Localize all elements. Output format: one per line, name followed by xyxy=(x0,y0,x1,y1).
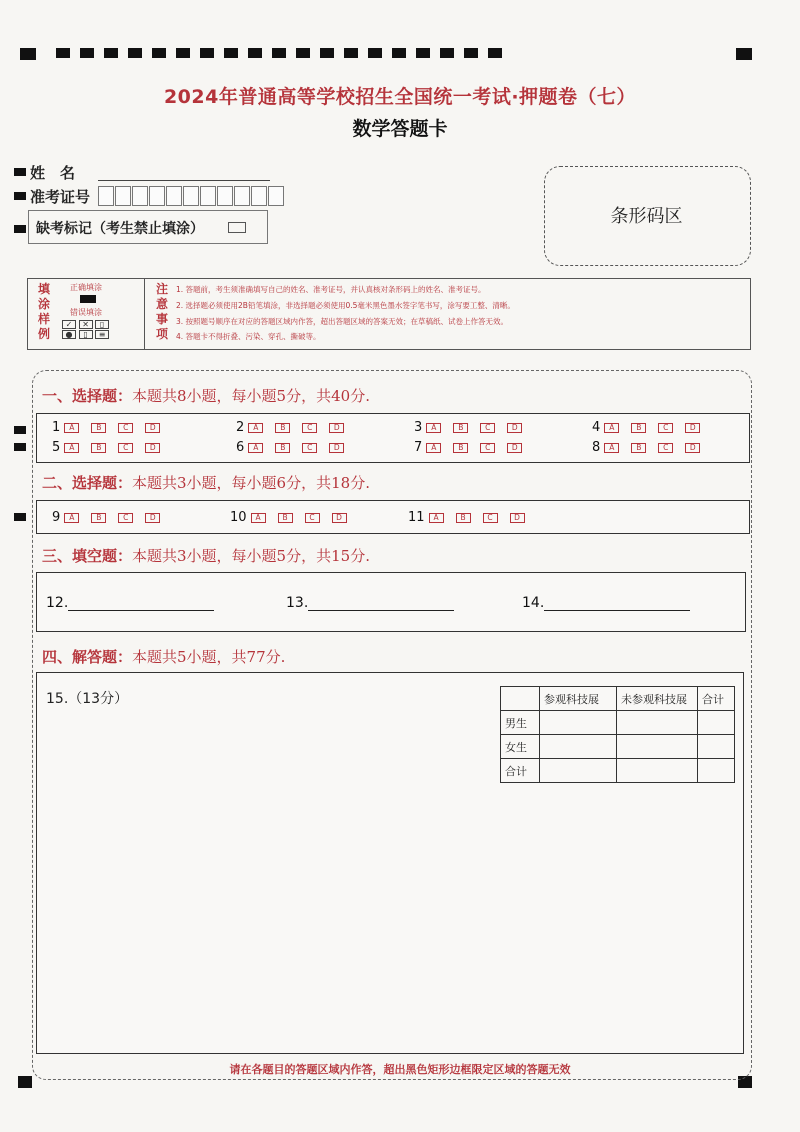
option-c[interactable]: C xyxy=(483,513,498,523)
table-header xyxy=(501,687,540,711)
timing-mark xyxy=(344,48,358,58)
option-b[interactable]: B xyxy=(453,443,468,453)
notes-char: 项 xyxy=(156,327,169,341)
question-number: 4 xyxy=(592,420,601,435)
option-a[interactable]: A xyxy=(426,443,441,453)
table-row xyxy=(501,735,735,759)
row-label: 男生 xyxy=(501,711,540,735)
table-row xyxy=(501,759,735,783)
timing-mark xyxy=(80,48,94,58)
option-b[interactable]: B xyxy=(91,423,106,433)
blank-13 xyxy=(286,595,454,611)
section1-name: 一、选择题： xyxy=(42,387,133,405)
option-b[interactable]: B xyxy=(631,443,646,453)
option-b[interactable]: B xyxy=(91,513,106,523)
question-number: 9 xyxy=(52,510,61,525)
timing-mark xyxy=(200,48,214,58)
option-d[interactable]: D xyxy=(507,423,522,433)
id-label: 准考证号 xyxy=(30,188,91,206)
timing-mark xyxy=(248,48,262,58)
option-b[interactable]: B xyxy=(91,443,106,453)
option-a[interactable]: A xyxy=(426,423,441,433)
absent-label: 缺考标记（考生禁止填涂） xyxy=(36,221,204,237)
timing-mark xyxy=(296,48,310,58)
option-c[interactable]: C xyxy=(118,423,133,433)
table-cell[interactable] xyxy=(698,711,735,735)
question-row xyxy=(592,440,712,455)
footer-warning: 请在各题目的答题区域内作答，超出黑色矩形边框限定区域的答题无效 xyxy=(229,1063,571,1076)
question-row xyxy=(236,420,356,435)
option-d[interactable]: D xyxy=(329,423,344,433)
blank-12 xyxy=(46,595,214,611)
question-number: 1 xyxy=(52,420,61,435)
option-a[interactable]: A xyxy=(64,443,79,453)
option-d[interactable]: D xyxy=(332,513,347,523)
correct-fill-label: 正确填涂 xyxy=(70,283,102,292)
timing-mark xyxy=(416,48,430,58)
table-cell[interactable] xyxy=(698,735,735,759)
blank-14 xyxy=(522,595,690,611)
question-number: 8 xyxy=(592,440,601,455)
option-a[interactable]: A xyxy=(248,423,263,433)
notes-char: 注 xyxy=(156,282,169,296)
question-15-label: 15.（13分） xyxy=(46,691,129,707)
question-row xyxy=(230,510,359,525)
blank-number: 14. xyxy=(522,595,545,611)
question-number: 7 xyxy=(414,440,423,455)
answer-line[interactable] xyxy=(68,596,214,611)
section3-desc: 本题共3小题，每小题5分，共15分. xyxy=(132,547,370,565)
fill-sample-char: 例 xyxy=(38,327,51,341)
timing-mark xyxy=(14,225,26,233)
option-a[interactable]: A xyxy=(251,513,266,523)
exam-title: 2024年普通高等学校招生全国统一考试·押题卷（七） xyxy=(163,86,637,108)
question-row xyxy=(236,440,356,455)
table-header: 未参观科技展 xyxy=(617,687,698,711)
row-label: 女生 xyxy=(501,735,540,759)
option-b[interactable]: B xyxy=(275,443,290,453)
notes-char: 意 xyxy=(156,297,169,311)
section4-title xyxy=(42,646,285,667)
option-a[interactable]: A xyxy=(604,423,619,433)
question-row xyxy=(414,440,534,455)
id-number-boxes[interactable] xyxy=(98,186,285,206)
question-row xyxy=(52,510,172,525)
option-a[interactable]: A xyxy=(248,443,263,453)
timing-mark xyxy=(464,48,478,58)
option-c[interactable]: C xyxy=(305,513,320,523)
timing-mark xyxy=(440,48,454,58)
option-d[interactable]: D xyxy=(145,423,160,433)
question-number: 11 xyxy=(408,510,425,525)
name-field[interactable] xyxy=(98,180,270,181)
option-c[interactable]: C xyxy=(658,423,673,433)
option-a[interactable]: A xyxy=(64,423,79,433)
question-number: 5 xyxy=(52,440,61,455)
timing-mark xyxy=(128,48,142,58)
absent-checkbox[interactable] xyxy=(228,222,246,233)
question-row xyxy=(414,420,534,435)
table-cell[interactable] xyxy=(698,759,735,783)
option-b[interactable]: B xyxy=(278,513,293,523)
option-b[interactable]: B xyxy=(631,423,646,433)
fill-sample-char: 填 xyxy=(38,282,51,296)
option-c[interactable]: C xyxy=(302,423,317,433)
option-b[interactable]: B xyxy=(456,513,471,523)
fill-sample-char: 涂 xyxy=(38,297,51,311)
option-d[interactable]: D xyxy=(685,423,700,433)
timing-mark xyxy=(392,48,406,58)
option-b[interactable]: B xyxy=(453,423,468,433)
answer-line[interactable] xyxy=(544,596,690,611)
table-row xyxy=(501,711,735,735)
question-number: 6 xyxy=(236,440,245,455)
option-b[interactable]: B xyxy=(275,423,290,433)
question-number: 2 xyxy=(236,420,245,435)
timing-mark xyxy=(14,192,26,200)
option-a[interactable]: A xyxy=(64,513,79,523)
table-cell[interactable] xyxy=(540,759,617,783)
note-item: 1. 答题前，考生须准确填写自己的姓名、准考证号，并认真核对条形码上的姓名、准考证号。 xyxy=(176,285,486,294)
answer-sheet-title: 数学答题卡 xyxy=(352,118,448,140)
timing-mark xyxy=(368,48,382,58)
timing-mark xyxy=(224,48,238,58)
option-a[interactable]: A xyxy=(604,443,619,453)
option-c[interactable]: C xyxy=(118,513,133,523)
name-label: 姓 名 xyxy=(30,164,76,182)
section4-desc: 本题共5小题，共77分. xyxy=(132,648,286,666)
row-label: 合计 xyxy=(501,759,540,783)
wrong-fill-examples: ✓ ✕ ▯ ● ▯ ≡ xyxy=(62,320,109,340)
answer-line[interactable] xyxy=(308,596,454,611)
option-d[interactable]: D xyxy=(145,513,160,523)
table-header: 参观科技展 xyxy=(540,687,617,711)
question-row xyxy=(52,440,172,455)
timing-mark xyxy=(320,48,334,58)
question-row xyxy=(592,420,712,435)
question-number: 3 xyxy=(414,420,423,435)
timing-mark xyxy=(56,48,70,58)
table-cell[interactable] xyxy=(540,711,617,735)
fill-sample-char: 样 xyxy=(38,312,51,326)
correct-fill-example xyxy=(80,295,96,303)
section4-name: 四、解答题： xyxy=(42,648,133,666)
option-c[interactable]: C xyxy=(302,443,317,453)
table-cell[interactable] xyxy=(540,735,617,759)
option-d[interactable]: D xyxy=(507,443,522,453)
blank-number: 13. xyxy=(286,595,309,611)
timing-mark xyxy=(20,48,36,60)
blank-number: 12. xyxy=(46,595,69,611)
section2-desc: 本题共3小题，每小题6分，共18分. xyxy=(132,474,370,492)
timing-mark xyxy=(272,48,286,58)
section2-name: 二、选择题： xyxy=(42,474,133,492)
note-item: 4. 答题卡不得折叠、污染、穿孔、撕破等。 xyxy=(176,332,321,341)
section1-desc: 本题共8小题，每小题5分，共40分. xyxy=(132,387,370,405)
option-d[interactable]: D xyxy=(510,513,525,523)
table-cell[interactable] xyxy=(617,735,698,759)
timing-mark xyxy=(14,426,26,434)
timing-mark xyxy=(14,168,26,176)
section2-title xyxy=(42,472,370,493)
timing-mark xyxy=(14,443,26,451)
section3-name: 三、填空题： xyxy=(42,547,133,565)
notes-char: 事 xyxy=(156,312,169,326)
contingency-table xyxy=(500,686,735,783)
question-number: 10 xyxy=(230,510,247,525)
option-d[interactable]: D xyxy=(145,443,160,453)
timing-mark xyxy=(736,48,752,60)
timing-mark xyxy=(18,1076,32,1088)
question-row xyxy=(52,420,172,435)
table-row xyxy=(501,687,735,711)
note-item: 3. 按照题号顺序在对应的答题区域内作答，超出答题区域的答案无效；在草稿纸、试卷上作答无效。 xyxy=(176,317,509,326)
section3-title xyxy=(42,545,370,566)
option-c[interactable]: C xyxy=(480,423,495,433)
section1-title xyxy=(42,385,370,406)
option-d[interactable]: D xyxy=(685,443,700,453)
timing-mark xyxy=(152,48,166,58)
timing-mark xyxy=(176,48,190,58)
note-item: 2. 选择题必须使用2B铅笔填涂，非选择题必须使用0.5毫米黑色墨水签字笔书写，涂写要工整、清晰。 xyxy=(176,301,515,310)
option-c[interactable]: C xyxy=(118,443,133,453)
option-c[interactable]: C xyxy=(658,443,673,453)
timing-mark xyxy=(104,48,118,58)
option-a[interactable]: A xyxy=(429,513,444,523)
timing-mark xyxy=(14,513,26,521)
wrong-fill-label: 错误填涂 xyxy=(70,308,102,317)
table-cell[interactable] xyxy=(617,759,698,783)
table-header: 合计 xyxy=(698,687,735,711)
option-d[interactable]: D xyxy=(329,443,344,453)
table-cell[interactable] xyxy=(617,711,698,735)
question-row xyxy=(408,510,537,525)
timing-mark xyxy=(488,48,502,58)
option-c[interactable]: C xyxy=(480,443,495,453)
barcode-label: 条形码区 xyxy=(610,206,683,227)
